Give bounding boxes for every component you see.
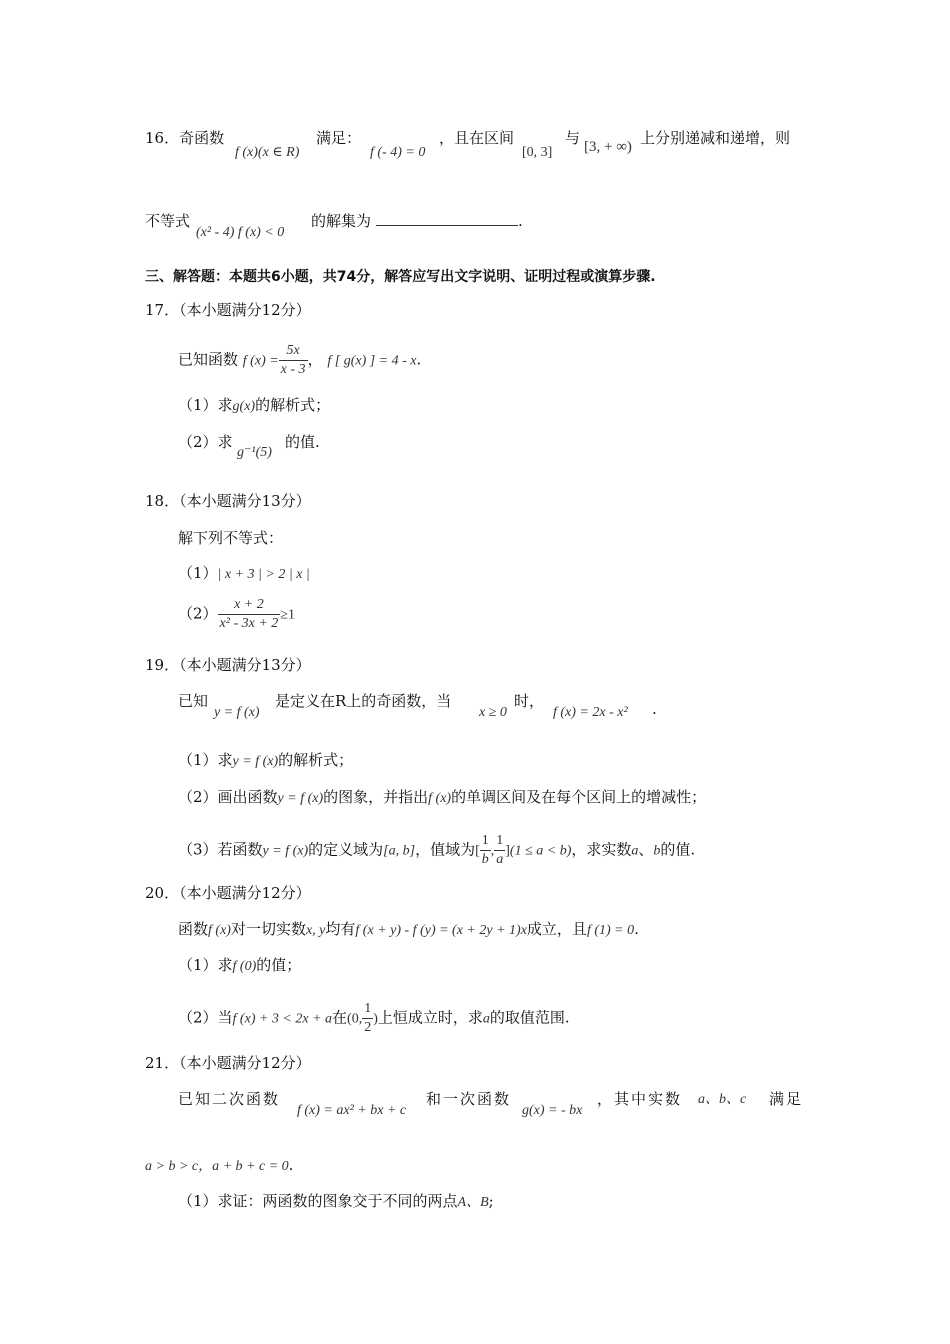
q19-part3: （3）若函数y = f (x)的定义域为[a, b]，值域为[ $\frac{1}{b}$ , $\frac{1}{a}$ ](1 ≤ a < b)，求实数a、b的值. [178,833,696,867]
q20-stem: 函数f (x)对一切实数x, y均有f (x + y) - f (y) = (x + 2y + 1)x成立，且f (1) = 0. [178,920,639,938]
q19-text: . [652,700,657,718]
q21-header [145,1052,311,1074]
q21-text: 已知二次函数 [178,1090,281,1108]
q21-math-abc: a、b、c [698,1092,747,1107]
q16-number: 16． [145,129,180,147]
q16-math-zero: f (- 4) = 0 [370,145,426,160]
q17-number: 17． [145,301,180,319]
q19-header [145,654,311,676]
q20-fraction-half: $\frac{1}{2}$ [364,1001,372,1035]
q19-number: 19． [145,656,180,674]
q19-part2: （2）画出函数y = f (x)的图象，并指出f (x)的单调区间及在每个区间上的增减性； [178,788,707,806]
q20-number: 20． [145,884,180,902]
q19-fraction-1-over-b: $\frac{1}{b}$ [481,833,489,867]
q19-text: 时， [514,692,545,710]
q21-text: 满足 [769,1090,804,1108]
q21-score: （本小题满分12分） [179,1054,311,1072]
q16-text: 满足： [316,129,362,147]
q18-stem: 解下列不等式： [178,529,284,547]
q16-math-odd-function: f (x)(x ∈ R) [235,145,300,160]
q16-math-inequality: (x² - 4) f (x) < 0 [196,225,285,240]
q16-text: 奇函数 [179,129,225,147]
q16-answer-blank: . [376,210,523,232]
q21-math-quadratic: f (x) = ax² + bx + c [297,1103,407,1118]
q21-text: 和一次函数 [426,1090,512,1108]
q17-score: （本小题满分12分） [179,301,311,319]
q17-text: 的值. [285,433,320,451]
q20-part1: （1）求f (0)的值； [178,956,302,974]
q17-part2: （2）求 [178,433,233,451]
q17-fraction: $\frac{5x}{x - 3}$ [280,343,306,377]
q19-text: 是定义在R上的奇函数，当 [275,692,452,710]
q21-math-linear: g(x) = - bx [522,1103,583,1118]
q16-math-interval1: [0, 3] [522,145,553,160]
q19-score: （本小题满分13分） [179,656,311,674]
q16-text: ，且在区间 [439,129,515,147]
q17-math-f: f (x) = [242,353,279,369]
q16-text: 上分别递减和递增，则 [640,129,791,147]
q17-math-inverse: g⁻¹(5) [237,445,272,460]
q19-text: 已知 [178,692,209,710]
q21-condition: a > b > c，a + b + c = 0. [145,1156,294,1174]
q18-part2: （2） $\frac{x + 2}{\text{x² - 3x + 2}}$ ≥1 [178,597,295,631]
q20-header [145,882,311,904]
q19-part1: （1）求y = f (x)的解析式； [178,751,354,769]
q19-fraction-1-over-a: $\frac{1}{a}$ [496,833,504,867]
q18-number: 18． [145,492,180,510]
q17-math-composite: f [ g(x) ] = 4 - x [327,353,417,369]
q16-text: 不等式 [145,212,191,230]
q16-text: 与 [565,129,581,147]
q20-score: （本小题满分12分） [179,884,311,902]
q17-stem: 已知函数 f (x) = $\frac{5x}{x - 3}$ ， f [ g(x) ] = 4 - x. [178,343,422,377]
q20-part2: （2）当f (x) + 3 < 2x + a在(0, $\frac{1}{2}$ )上恒成立时，求a的取值范围. [178,1001,570,1035]
q17-header [145,299,311,321]
q18-score: （本小题满分13分） [179,492,311,510]
q16-text: 的解集为 [311,212,372,230]
section-heading: 三、解答题：本题共6小题，共74分，解答应写出文字说明、证明过程或演算步骤. [145,269,656,285]
q16-line1 [145,127,224,149]
q19-math-f: f (x) = 2x - x² [553,705,628,720]
q21-number: 21． [145,1054,180,1072]
q17-part1: （1）求g(x)的解析式； [178,396,331,414]
q18-part1: （1）| x + 3 | > 2 | x | [178,564,310,582]
q21-text: ，其中实数 [597,1090,683,1108]
q18-header [145,490,311,512]
q21-part1: （1）求证：两函数的图象交于不同的两点A、B; [178,1192,494,1210]
q19-math-y: y = f (x) [214,705,260,720]
q18-fraction: $\frac{x + 2}{\text{x² - 3x + 2}}$ [219,597,279,631]
q16-math-interval2: [3, + ∞) [584,139,632,155]
q19-math-cond: x ≥ 0 [479,705,507,720]
